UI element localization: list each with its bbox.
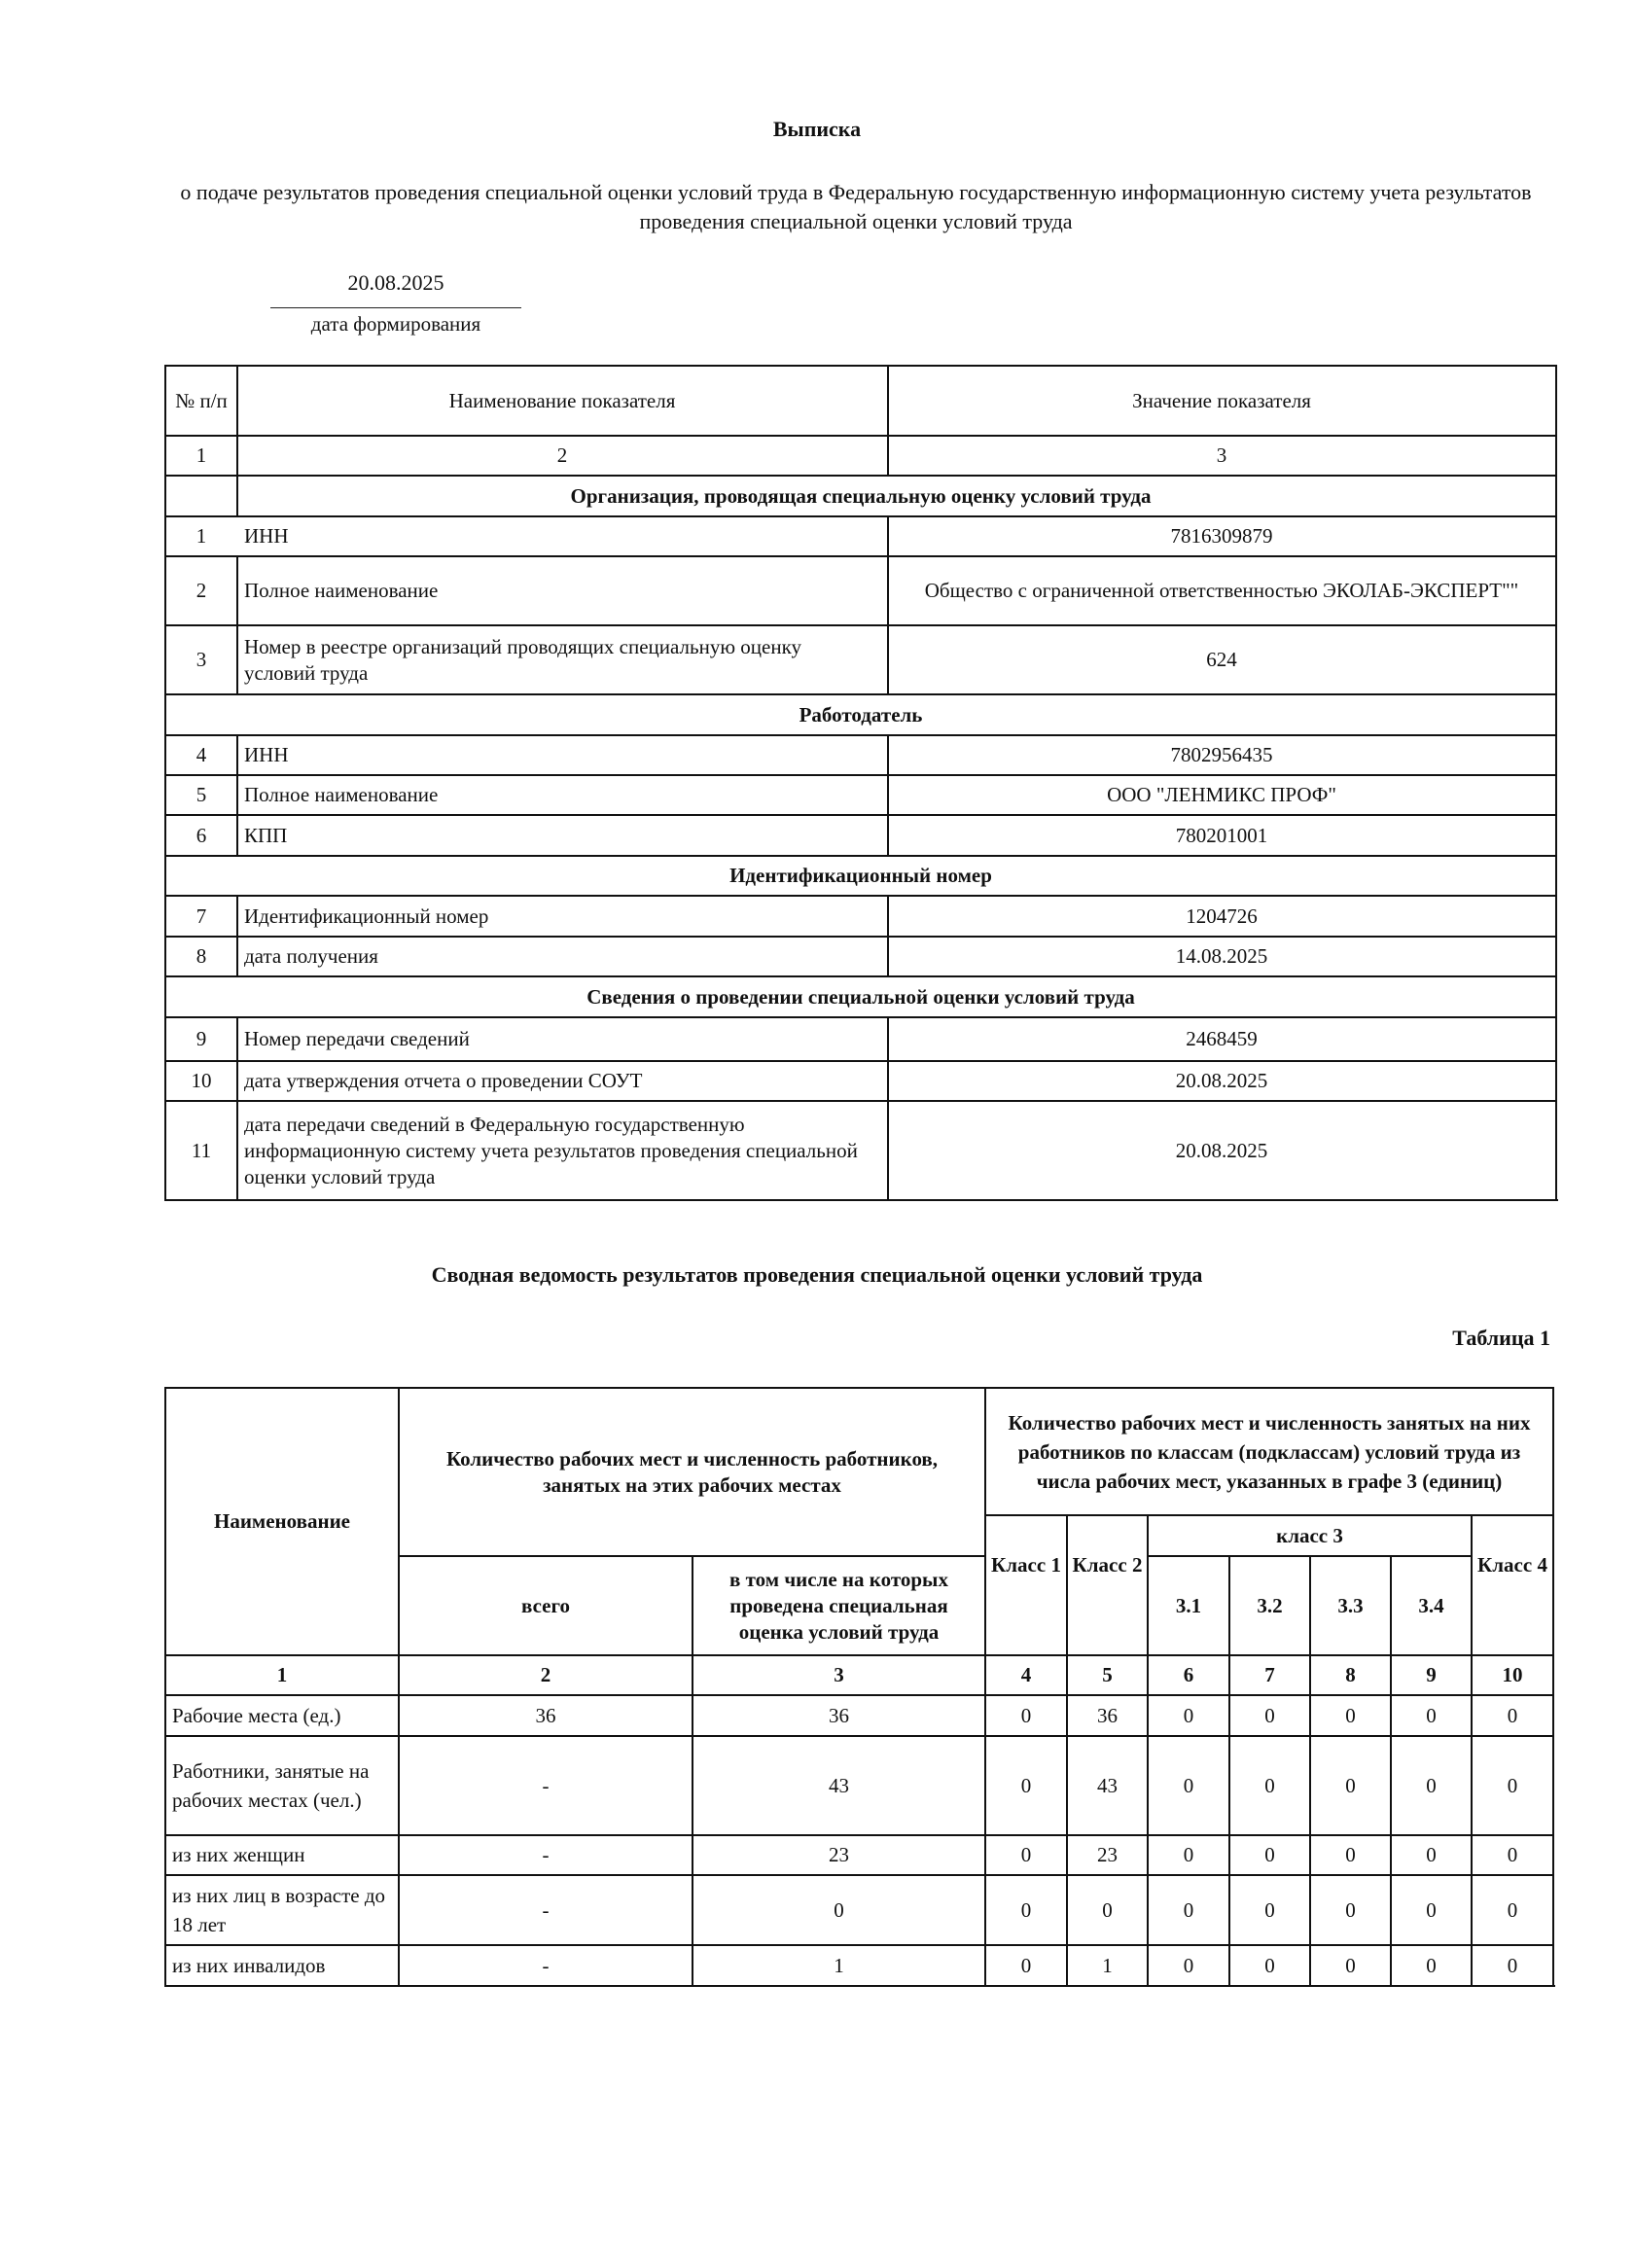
header-classes-group: Количество рабочих мест и численность занятых на них работников по классам (подклассам) условий труда из числа рабочих мест, указанных в графе 3 (единиц) [1008,1410,1531,1493]
table-cell: 0 [1507,1703,1518,1727]
table-cell: 23 [829,1843,849,1866]
row-num: 7 [195,904,207,928]
table-cell: 0 [1264,1897,1275,1922]
header-sub-3-1: 3.1 [1175,1593,1202,1617]
row-value: 7816309879 [1170,524,1273,548]
table-cell: 23 [1097,1843,1118,1866]
row-value: 780201001 [1175,823,1268,847]
header-sub-3-3: 3.3 [1337,1593,1364,1617]
header-class-1: Класс 1 [991,1552,1061,1577]
table-cell: 0 [1020,1953,1032,1977]
header-total: всего [520,1593,570,1617]
table-cell: 0 [1426,1843,1437,1866]
table-cell: 0 [1264,1773,1275,1797]
table-cell: 0 [1020,1843,1032,1866]
table-cell: 1 [1102,1953,1113,1977]
table-cell: 0 [1264,1953,1275,1977]
row-num: 8 [195,944,207,968]
col-number: 6 [1183,1663,1194,1686]
row-num: 6 [195,823,207,847]
document-title: Выписка [772,117,862,141]
header-name: Наименование [214,1509,350,1533]
table-cell: 0 [1102,1897,1113,1922]
row-num: 9 [195,1027,207,1050]
header-class-2: Класс 2 [1072,1552,1143,1577]
table-cell: 0 [1426,1897,1437,1922]
row-num: 5 [195,783,207,806]
col-number: 4 [1020,1663,1032,1686]
row-name: Полное наименование [244,783,439,806]
table-row-label: Работники, занятые на рабочих местах (чел.) [172,1759,370,1812]
header-workplaces-group: Количество рабочих мест и численность работников, занятых на этих рабочих местах [445,1446,939,1497]
row-name: дата получения [244,944,378,968]
col-number: 1 [276,1663,288,1686]
section-title: Идентификационный номер [729,864,992,887]
col-number: 8 [1345,1663,1356,1686]
col-number: 3 [834,1663,844,1686]
table-cell: 36 [1097,1703,1118,1727]
row-num: 4 [195,743,207,766]
table-cell: 0 [1426,1703,1437,1727]
row-value: 7802956435 [1170,743,1273,766]
col-number: 7 [1264,1663,1275,1686]
table-label: Таблица 1 [1452,1326,1550,1350]
header-class-4: Класс 4 [1477,1552,1547,1577]
row-num: 1 [195,524,207,548]
table-cell: 36 [535,1703,556,1727]
table-cell: 0 [1183,1773,1194,1797]
table-cell: 1 [834,1953,844,1977]
row-num: 11 [191,1138,212,1162]
header-sub-3-2: 3.2 [1257,1593,1283,1617]
table-cell: 0 [1264,1843,1275,1866]
table-cell: 0 [1020,1897,1032,1922]
row-value: 1204726 [1186,904,1258,928]
col-number: 2 [540,1663,551,1686]
table-cell: 0 [834,1897,844,1922]
formation-date: 20.08.2025 [347,270,444,295]
row-name: Номер передачи сведений [244,1027,470,1050]
table-cell: 0 [1183,1843,1194,1866]
section-title: Работодатель [799,702,923,726]
col-number: 3 [1216,443,1227,467]
col-number: 2 [556,443,568,467]
row-value: ООО "ЛЕНМИКС ПРОФ" [1107,783,1336,806]
col-number: 5 [1102,1663,1113,1686]
header-class-3: класс 3 [1276,1523,1343,1547]
table-cell: 0 [1345,1773,1356,1797]
row-name: Идентификационный номер [244,904,489,928]
section-title: Сведения о проведении специальной оценки условий труда [586,984,1135,1009]
date-underline [270,307,521,308]
header-num: № п/п [175,388,228,412]
table-cell: 36 [829,1703,849,1727]
header-sub-3-4: 3.4 [1418,1593,1444,1617]
col-number: 9 [1426,1663,1437,1686]
table-cell: 0 [1264,1703,1275,1727]
summary-title: Сводная ведомость результатов проведения специальной оценки условий труда [431,1262,1203,1287]
table-cell: 43 [829,1773,849,1797]
table-cell: 0 [1507,1843,1518,1866]
table-cell: 0 [1426,1773,1437,1797]
table-cell: 0 [1426,1953,1437,1977]
table-cell: 43 [1097,1773,1118,1797]
header-value: Значение показателя [1132,388,1311,412]
table-cell: 0 [1345,1897,1356,1922]
formation-date-label: дата формирования [310,312,481,336]
table-cell: - [542,1843,550,1866]
table-row-label: из них лиц в возрасте до 18 лет [172,1884,386,1936]
row-value: 20.08.2025 [1175,1069,1268,1092]
col-number: 1 [195,443,207,467]
table-cell: 0 [1020,1703,1032,1727]
row-value: Общество с ограниченной ответственностью ЭКОЛАБ-ЭКСПЕРТ"" [924,579,1519,602]
row-name: Номер в реестре организаций проводящих специальную оценку условий труда [244,634,801,685]
row-name: Полное наименование [244,579,439,602]
row-value: 2468459 [1186,1027,1258,1050]
row-num: 3 [195,648,207,671]
table-cell: 0 [1507,1773,1518,1797]
table-row-label: Рабочие места (ед.) [172,1703,341,1727]
row-value: 20.08.2025 [1175,1138,1268,1162]
row-name: дата утверждения отчета о проведении СОУТ [244,1069,643,1092]
table-cell: 0 [1020,1773,1032,1797]
table-cell: 0 [1345,1703,1356,1727]
table-cell: 0 [1183,1897,1194,1922]
row-name: КПП [244,823,288,847]
table-cell: 0 [1345,1953,1356,1977]
row-name: ИНН [244,743,289,766]
section-title: Организация, проводящая специальную оценку условий труда [570,483,1152,508]
row-num: 10 [191,1069,212,1092]
header-name: Наименование показателя [448,388,676,412]
row-name: ИНН [244,524,289,548]
table-cell: - [542,1897,550,1922]
header-assessed: в том числе на которых проведена специальная оценка условий труда [729,1567,948,1644]
table-cell: 0 [1507,1897,1518,1922]
table-row-label: из них женщин [172,1843,305,1866]
row-name: дата передачи сведений в Федеральную государственную информационную систему учета результатов проведения специальной оценки условий труда [244,1112,858,1188]
row-num: 2 [195,579,207,602]
table-cell: 0 [1183,1703,1194,1727]
row-value: 624 [1206,648,1237,671]
table-cell: 0 [1183,1953,1194,1977]
table-cell: - [542,1953,550,1977]
table-cell: 0 [1345,1843,1356,1866]
table-cell: 0 [1507,1953,1518,1977]
table-row-label: из них инвалидов [172,1953,326,1977]
col-number: 10 [1502,1663,1523,1686]
document-subtitle: о подаче результатов проведения специальной оценки условий труда в Федеральную государственную информационную систему учета результатов проведения специальной оценки условий труда [180,180,1532,233]
table-cell: - [542,1773,550,1797]
row-value: 14.08.2025 [1175,944,1268,968]
